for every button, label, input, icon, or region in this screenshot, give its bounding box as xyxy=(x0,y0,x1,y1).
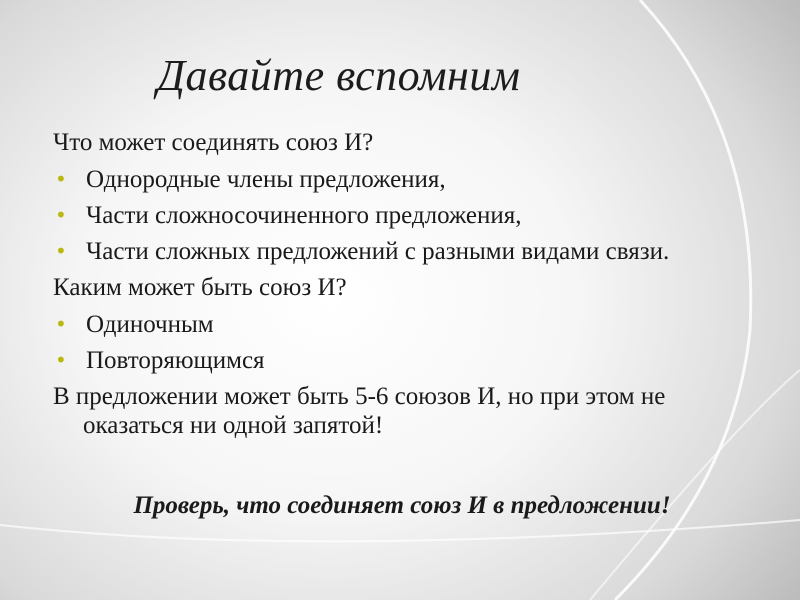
statement-text: В предложении может быть 5-6 союзов И, но при этом не оказаться ни одной запятой! xyxy=(53,383,666,439)
slide-content xyxy=(53,128,753,448)
list-item xyxy=(53,201,753,230)
slide-title: Давайте вспомним xyxy=(157,51,521,100)
list-item xyxy=(53,165,753,194)
question-conjunction-connects: Что может соединять союз И? xyxy=(53,129,374,156)
list-item xyxy=(53,310,753,339)
bullet-icon: • xyxy=(55,203,67,227)
bullet-text: Части сложносочиненного предложения, xyxy=(86,202,522,229)
list-item xyxy=(53,237,753,266)
bullet-icon: • xyxy=(55,348,67,372)
question-conjunction-type: Каким может быть союз И? xyxy=(53,274,347,301)
bullet-text: Одиночным xyxy=(86,311,214,338)
list-item xyxy=(53,346,753,375)
bullet-text: Однородные члены предложения, xyxy=(86,166,446,193)
bullet-icon: • xyxy=(55,167,67,191)
bullet-icon: • xyxy=(55,239,67,263)
task-text: Проверь, что соединяет союз И в предложении! xyxy=(133,492,671,519)
bullet-text: Повторяющимся xyxy=(86,347,265,374)
bullet-text: Части сложных предложений с разными видами связи. xyxy=(86,238,670,265)
bullet-icon: • xyxy=(55,312,67,336)
